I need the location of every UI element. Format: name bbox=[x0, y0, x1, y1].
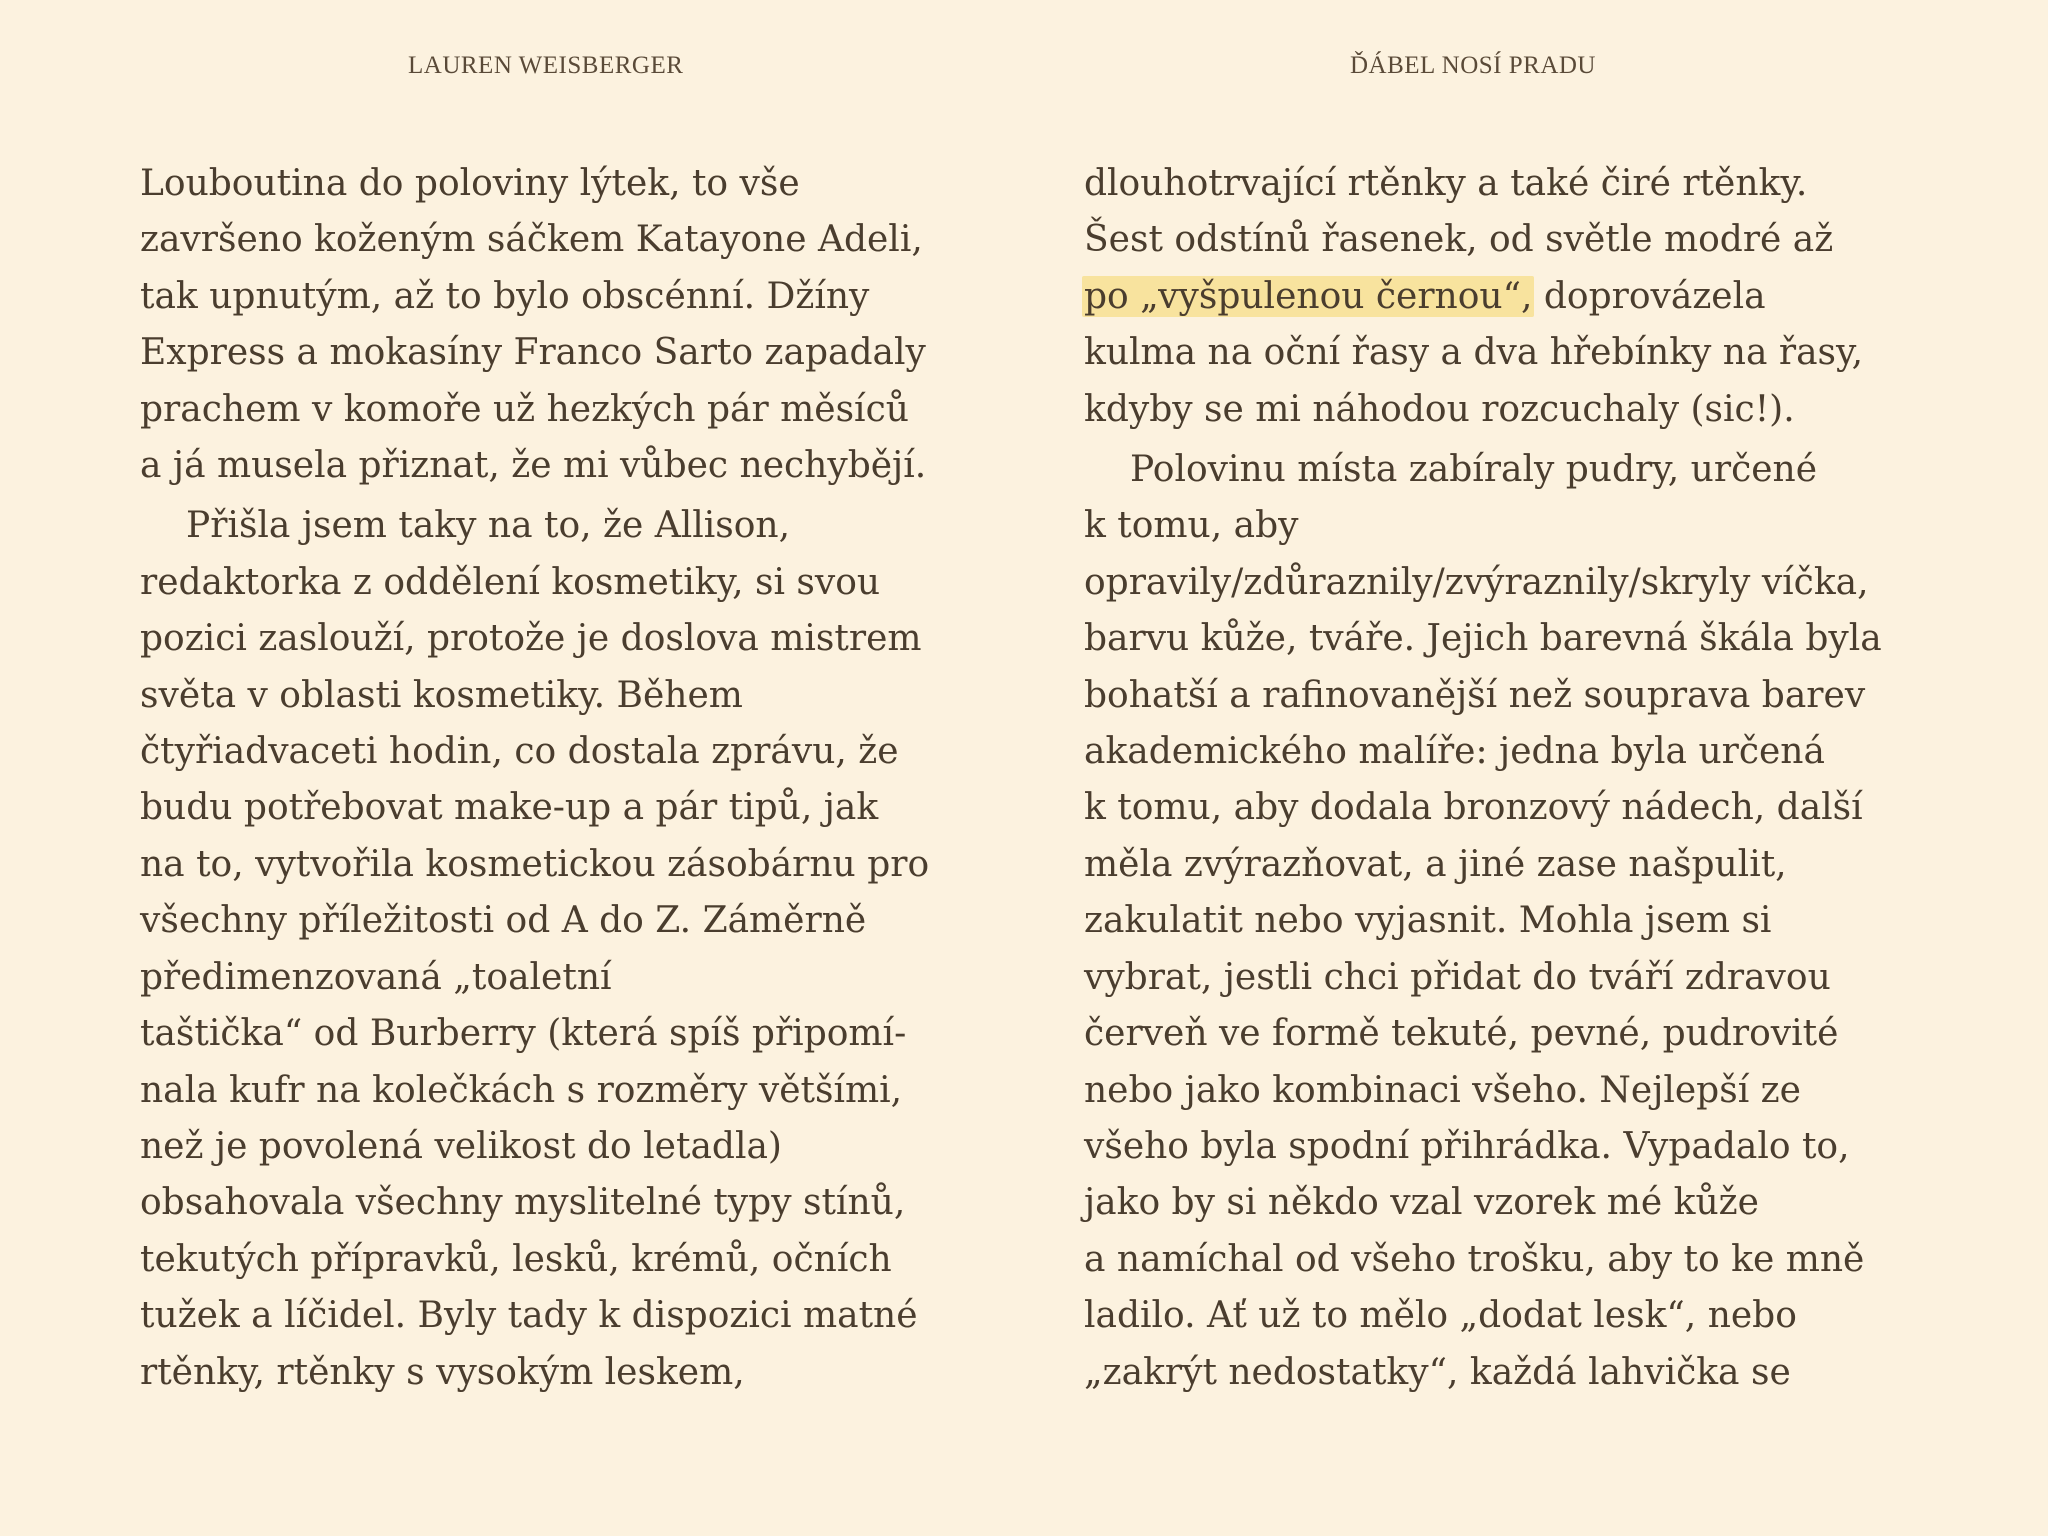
text-line: všechny příležitosti od A do Z. Záměrně bbox=[140, 900, 867, 942]
text-line: a namíchal od všeho trošku, aby to ke mně bbox=[1084, 1238, 1865, 1280]
text-line: budu potřebovat make-up a pár tipů, jak bbox=[140, 787, 879, 829]
text-line: vybrat, jestli chci přidat do tváří zdravou bbox=[1084, 956, 1831, 998]
text-line: ladilo. Ať už to mělo „dodat lesk“, nebo bbox=[1084, 1295, 1797, 1337]
text-line: kdyby se mi náhodou rozcuchaly (sic!). bbox=[1084, 388, 1795, 430]
text-line: kulma na oční řasy a dva hřebínky na řasy, bbox=[1084, 332, 1864, 374]
text-line: bohatší a rafinovanější než souprava barev bbox=[1084, 674, 1866, 716]
text-line: završeno koženým sáčkem Katayone Adeli, bbox=[140, 219, 923, 261]
text-line: jako by si někdo vzal vzorek mé kůže bbox=[1084, 1182, 1759, 1224]
text-line: zakulatit nebo vyjasnit. Mohla jsem si bbox=[1084, 900, 1772, 942]
text-line: Přišla jsem taky na to, že Allison, bbox=[186, 505, 791, 547]
text-line: rtěnky, rtěnky s vysokým leskem, bbox=[140, 1351, 745, 1393]
text-line: dlouhotrvající rtěnky a také čiré rtěnky. bbox=[1084, 163, 1808, 204]
text-line: Express a mokasíny Franco Sarto zapadaly bbox=[140, 332, 926, 374]
text-line: prachem v komoře už hezkých pár měsíců bbox=[140, 388, 909, 430]
text-line: a já musela přiznat, že mi vůbec nechybějí. bbox=[140, 445, 927, 487]
text-line: všeho byla spodní přihrádka. Vypadalo to, bbox=[1084, 1125, 1850, 1167]
text-line: barvu kůže, tváře. Jejich barevná škála byla bbox=[1084, 618, 1882, 660]
left-page-text[interactable] bbox=[140, 156, 1010, 1401]
text-line: tak upnutým, až to bylo obscénní. Džíny bbox=[140, 275, 870, 317]
text-line: Polovinu místa zabíraly pudry, určené bbox=[1130, 449, 1818, 491]
text-line bbox=[1084, 269, 1954, 325]
text-line: Louboutina do poloviny lýtek, to vše bbox=[140, 163, 800, 204]
text-line: předimenzovaná „toaletní bbox=[140, 956, 612, 998]
text-highlight[interactable]: po „vyšpulenou černou“, bbox=[1084, 275, 1533, 317]
text-line: taštička“ od Burberry (která spíš připomí- bbox=[140, 1013, 907, 1055]
text-line: tekutých přípravků, lesků, krémů, očních bbox=[140, 1238, 892, 1280]
text-line: akademického malíře: jedna byla určená bbox=[1084, 731, 1825, 773]
running-head-author: LAUREN WEISBERGER bbox=[408, 52, 684, 79]
text-line: Šest odstínů řasenek, od světle modré až bbox=[1084, 219, 1834, 261]
text-segment: doprovázela bbox=[1532, 275, 1766, 317]
text-line: redaktorka z oddělení kosmetiky, si svou bbox=[140, 561, 881, 603]
text-line: tužek a líčidel. Byly tady k dispozici matné bbox=[140, 1295, 918, 1337]
text-line: opravily/zdůraznily/zvýraznily/skryly víčka, bbox=[1084, 561, 1869, 603]
text-line: pozici zaslouží, protože je doslova mistrem bbox=[140, 618, 922, 660]
text-line: nebo jako kombinaci všeho. Nejlepší ze bbox=[1084, 1069, 1801, 1111]
text-line: světa v oblasti kosmetiky. Během bbox=[140, 674, 743, 716]
text-line: než je povolená velikost do letadla) bbox=[140, 1125, 782, 1167]
running-head-title: ĎÁBEL NOSÍ PRADU bbox=[1350, 52, 1596, 79]
text-line: nala kufr na kolečkách s rozměry většími, bbox=[140, 1069, 903, 1111]
text-line: na to, vytvořila kosmetickou zásobárnu pro bbox=[140, 843, 930, 885]
text-line: k tomu, aby dodala bronzový nádech, další bbox=[1084, 787, 1863, 829]
text-line: měla zvýrazňovat, a jiné zase našpulit, bbox=[1084, 843, 1787, 885]
text-line: obsahovala všechny myslitelné typy stínů, bbox=[140, 1182, 906, 1224]
text-line: čtyřiadvaceti hodin, co dostala zprávu, že bbox=[140, 731, 899, 773]
text-line: k tomu, aby bbox=[1084, 505, 1299, 547]
right-page-text[interactable] bbox=[1084, 156, 1954, 1401]
text-line: červeň ve formě tekuté, pevné, pudrovité bbox=[1084, 1013, 1839, 1055]
text-line: „zakrýt nedostatky“, každá lahvička se bbox=[1084, 1351, 1791, 1393]
